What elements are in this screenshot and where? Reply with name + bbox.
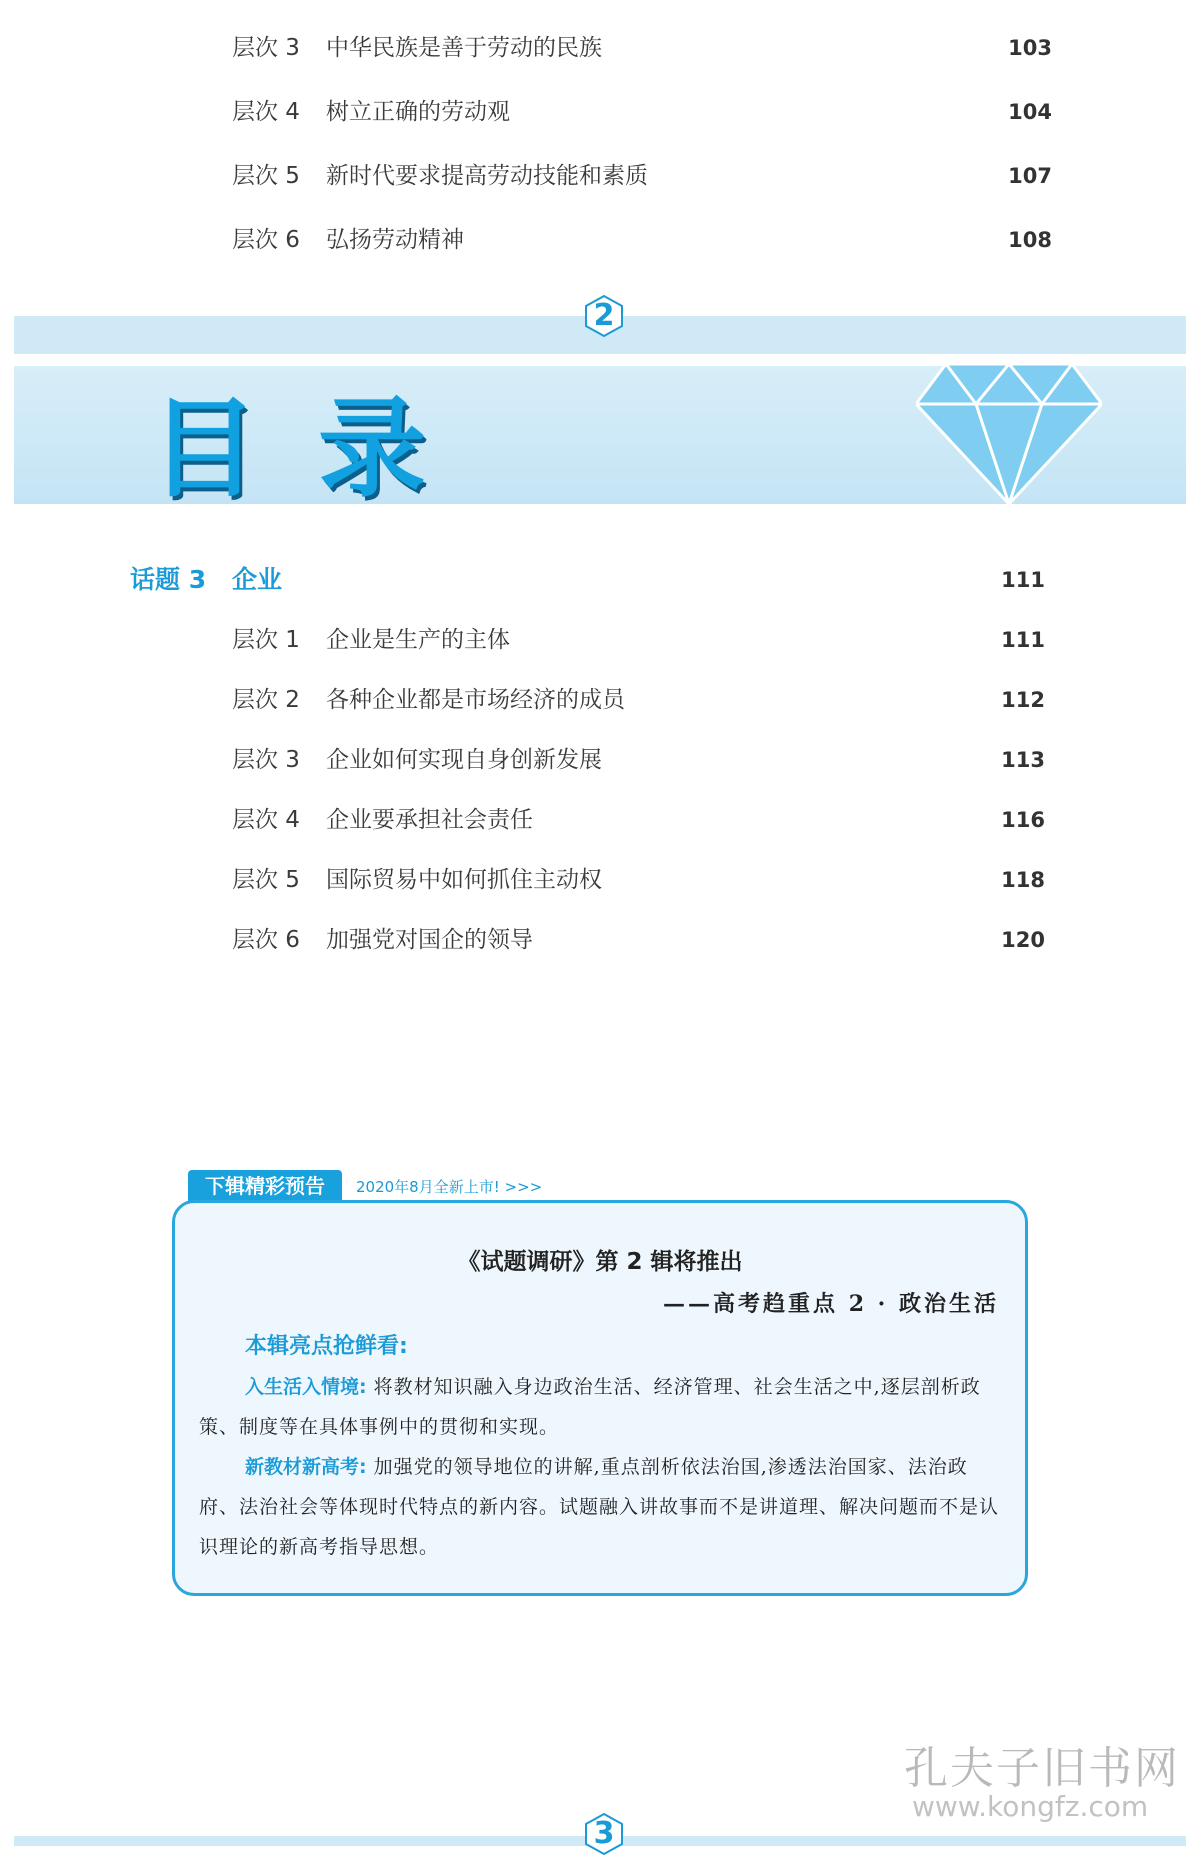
paragraph-lead: 入生活入情境: (245, 1376, 367, 1398)
toc-title: 新时代要求提高劳动技能和素质 (326, 163, 648, 189)
toc-level: 层次 6 (232, 227, 300, 253)
toc-level: 层次 4 (232, 807, 300, 833)
toc-level: 层次 5 (232, 867, 300, 893)
toc-title: 弘扬劳动精神 (326, 227, 464, 253)
toc-row (0, 220, 1200, 260)
toc-row (0, 92, 1200, 132)
toc-page: 118 (1001, 868, 1045, 892)
toc-title: 中华民族是善于劳动的民族 (326, 35, 602, 61)
toc-page: 113 (1001, 748, 1045, 772)
preview-tab: 下辑精彩预告 (188, 1170, 342, 1202)
toc-row (0, 620, 1200, 660)
diamond-icon (916, 364, 1102, 504)
toc-page: 112 (1001, 688, 1045, 712)
page-number-badge (584, 1812, 624, 1856)
toc-row (0, 740, 1200, 780)
toc-level: 层次 4 (232, 99, 300, 125)
page-number: 2 (593, 298, 615, 333)
page-number: 3 (593, 1816, 615, 1851)
preview-title: 《试题调研》第 2 辑将推出 (457, 1249, 743, 1275)
watermark-logo: 孔夫子旧书网 (904, 1743, 1180, 1794)
toc-title: 企业如何实现自身创新发展 (326, 747, 602, 773)
preview-date: 2020年8月全新上市! >>> (356, 1178, 543, 1196)
toc-page: 116 (1001, 808, 1045, 832)
toc-title: 企业是生产的主体 (326, 627, 510, 653)
toc-level: 层次 6 (232, 927, 300, 953)
preview-paragraph-2 (199, 1447, 1005, 1567)
toc-title: 加强党对国企的领导 (326, 927, 533, 953)
toc-level: 层次 2 (232, 687, 300, 713)
toc-row (0, 28, 1200, 68)
topic-title: 企业 (232, 565, 283, 594)
toc-row (0, 156, 1200, 196)
toc-page: 107 (1008, 164, 1052, 188)
preview-paragraph-1 (199, 1367, 1005, 1447)
toc-level: 层次 3 (232, 747, 300, 773)
toc-page: 108 (1008, 228, 1052, 252)
toc-level: 层次 3 (232, 35, 300, 61)
paragraph-text: 将教材知识融入身边政治生活、经济管理、社会生活之中,逐层剖析政策、制度等在具体事例中的贯彻和实现。 (199, 1376, 981, 1438)
toc-title: 企业要承担社会责任 (326, 807, 533, 833)
toc-row (0, 800, 1200, 840)
page-number-badge (584, 294, 624, 338)
toc-page: 120 (1001, 928, 1045, 952)
preview-highlight: 本辑亮点抢鲜看: (245, 1334, 408, 1359)
toc-row (0, 860, 1200, 900)
preview-box (172, 1200, 1028, 1596)
toc-page: 103 (1008, 36, 1052, 60)
toc-row (0, 920, 1200, 960)
toc-title: 树立正确的劳动观 (326, 99, 510, 125)
paragraph-text: 加强党的领导地位的讲解,重点剖析依法治国,渗透法治国家、法治政府、法治社会等体现时代特点的新内容。试题融入讲故事而不是讲道理、解决问题而不是认识理论的新高考指导思想。 (199, 1456, 1000, 1558)
preview-subtitle: ——高考趋重点 2 · 政治生活 (663, 1291, 999, 1317)
toc-level: 层次 5 (232, 163, 300, 189)
contents-heading: 目录 (150, 386, 487, 512)
toc-title: 各种企业都是市场经济的成员 (326, 687, 625, 713)
toc-level: 层次 1 (232, 627, 300, 653)
toc-title: 国际贸易中如何抓住主动权 (326, 867, 602, 893)
topic-page: 111 (1001, 568, 1045, 592)
watermark-url: www.kongfz.com (912, 1790, 1149, 1823)
toc-page: 111 (1001, 628, 1045, 652)
topic-label: 话题 3 (130, 565, 207, 594)
toc-row (0, 680, 1200, 720)
toc-page: 104 (1008, 100, 1052, 124)
paragraph-lead: 新教材新高考: (245, 1456, 367, 1478)
